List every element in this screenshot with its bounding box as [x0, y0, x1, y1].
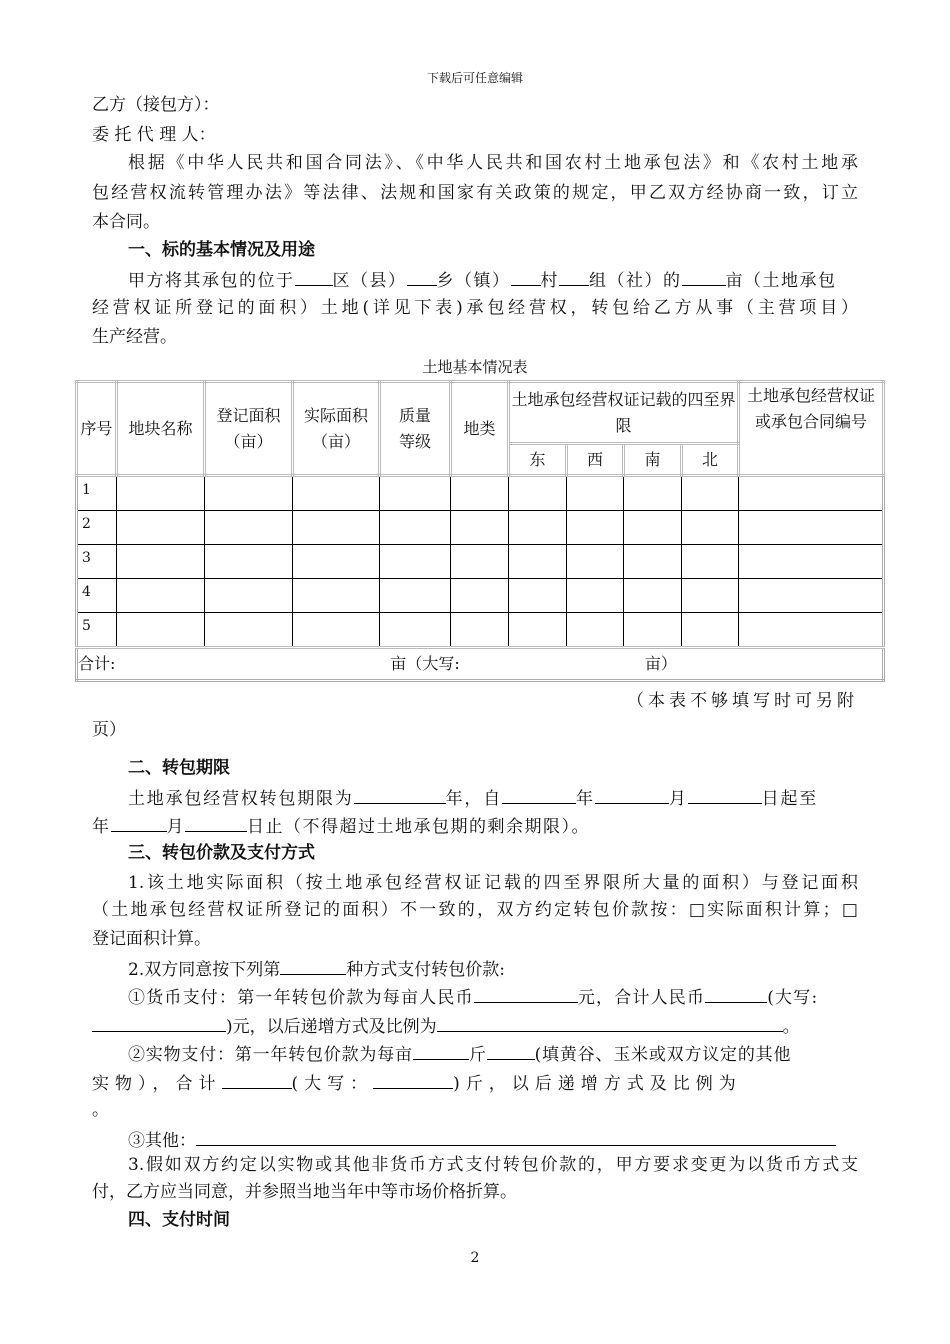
total-mu: 亩（大写:	[390, 654, 460, 673]
table-cell[interactable]	[682, 545, 739, 579]
end-month-blank[interactable]	[185, 813, 247, 832]
total-rmb-blank[interactable]	[705, 984, 767, 1003]
section3-p1-line2: （土地承包经营权证所登记的面积）不一致的，双方约定转包价款按：□实际面积计算；□	[92, 900, 858, 920]
section1-line2: 经营权证所登记的面积）土地(详见下表)承包经营权，转包给乙方从事（主营项目）	[92, 298, 858, 318]
table-cell[interactable]	[451, 476, 509, 511]
table-cell[interactable]	[739, 613, 884, 648]
money-line2	[92, 1013, 858, 1039]
text: ①货币支付：第一年转包价款为每亩人民币	[128, 988, 474, 1008]
table-cell[interactable]	[380, 476, 451, 511]
table-cell[interactable]	[117, 579, 205, 613]
table-cell[interactable]	[682, 476, 739, 511]
text: 组（社）的	[589, 271, 682, 291]
end-year-blank[interactable]	[111, 813, 167, 832]
table-cell[interactable]	[509, 613, 567, 648]
table-cell[interactable]	[624, 613, 682, 648]
section3-p2	[92, 956, 858, 982]
section2-line2	[92, 813, 858, 839]
table-cell[interactable]	[451, 545, 509, 579]
table-cell[interactable]	[624, 476, 682, 511]
header-north: 北	[682, 444, 739, 476]
table-cell[interactable]	[293, 545, 380, 579]
header-no: 序号	[77, 382, 117, 476]
district-blank[interactable]	[295, 267, 333, 286]
text: 乡（镇）	[436, 271, 511, 291]
row-number: 3	[77, 545, 117, 579]
text: )元，以后递增方式及比例为	[226, 1017, 437, 1037]
text: 亩（土地承包	[725, 271, 837, 291]
section1-heading: 一、标的基本情况及用途	[128, 240, 315, 260]
total-row	[77, 648, 884, 681]
other-line	[92, 1127, 858, 1153]
section3-p3-line1: 3.假如双方约定以实物或其他非货币方式支付转包价款的，甲方要求变更为以货币方式支	[128, 1155, 858, 1175]
header-act-area: 实际面积（亩）	[293, 382, 380, 476]
header-reg-area: 登记面积（亩）	[205, 382, 293, 476]
goods-line2	[92, 1070, 858, 1096]
text: 年	[576, 789, 595, 809]
header-cert: 土地承包经营权证或承包合同编号	[739, 382, 884, 476]
price-per-mu-blank[interactable]	[474, 984, 578, 1003]
para1-line3: 本合同。	[92, 212, 160, 232]
table-cell[interactable]	[739, 511, 884, 545]
page-number: 2	[470, 1250, 480, 1266]
table-note-cont: 页）	[92, 720, 126, 740]
goods-line1	[92, 1041, 858, 1067]
table-cell[interactable]	[567, 545, 624, 579]
table-cell[interactable]	[117, 476, 205, 511]
text: 月	[166, 817, 185, 837]
table-cell[interactable]	[739, 579, 884, 613]
text: 2.双方同意按下列第	[128, 960, 281, 980]
text: 区（县）	[332, 271, 407, 291]
term-years-blank[interactable]	[354, 785, 446, 804]
party-b-label: 乙方（接包方）：	[92, 95, 220, 115]
table-cell[interactable]	[509, 579, 567, 613]
table-cell[interactable]	[567, 476, 624, 511]
text: (大写:	[767, 988, 819, 1008]
table-cell[interactable]	[117, 511, 205, 545]
table-cell[interactable]	[682, 579, 739, 613]
text: )斤，以后递增方式及比例为	[453, 1074, 742, 1094]
header-quality: 质量等级	[380, 382, 451, 476]
table-cell[interactable]	[205, 613, 293, 648]
row-number: 5	[77, 613, 117, 648]
table-cell[interactable]	[567, 511, 624, 545]
total-jin-blank[interactable]	[222, 1070, 292, 1089]
table-cell[interactable]	[451, 579, 509, 613]
section3-p3-line2: 付，乙方应当同意，并参照当地当年中等市场价格折算。	[92, 1182, 517, 1202]
table-cell[interactable]	[205, 579, 293, 613]
text: 土地承包经营权转包期限为	[128, 789, 354, 809]
section2-heading: 二、转包期限	[128, 758, 230, 778]
section3-p1-line3: 登记面积计算。	[92, 929, 211, 949]
text: (大写：	[291, 1074, 374, 1094]
table-cell[interactable]	[624, 545, 682, 579]
table-cell[interactable]	[509, 511, 567, 545]
rmb-uppercase-blank[interactable]	[92, 1013, 226, 1032]
page-header: 下载后可任意编辑	[426, 71, 523, 85]
total-mu-uppercase: 亩）	[644, 654, 677, 673]
header-bounds: 土地承包经营权证记载的四至界限	[509, 382, 739, 444]
table-cell[interactable]	[567, 579, 624, 613]
text: 实物），合计	[92, 1074, 222, 1094]
table-cell[interactable]	[739, 545, 884, 579]
town-blank[interactable]	[407, 267, 437, 286]
group-blank[interactable]	[559, 267, 589, 286]
increase-ratio-blank[interactable]	[437, 1013, 783, 1032]
goods-line3: 。	[92, 1100, 109, 1120]
jin-per-mu-blank[interactable]	[413, 1041, 469, 1060]
text: ②实物支付：第一年转包价款为每亩	[128, 1045, 413, 1065]
table-title: 土地基本情况表	[422, 358, 528, 376]
text: 。	[782, 1017, 800, 1037]
start-month-blank[interactable]	[595, 785, 669, 804]
table-cell[interactable]	[293, 511, 380, 545]
table-cell[interactable]	[293, 613, 380, 648]
text: 年，自	[445, 789, 503, 809]
table-cell[interactable]	[380, 579, 451, 613]
method-blank[interactable]	[280, 956, 346, 975]
table-cell[interactable]	[205, 476, 293, 511]
section4-heading: 四、支付时间	[128, 1210, 230, 1230]
section2-line1	[92, 785, 858, 811]
text: 月	[668, 789, 688, 809]
table-cell[interactable]	[624, 579, 682, 613]
table-cell[interactable]	[380, 511, 451, 545]
table-cell[interactable]	[117, 545, 205, 579]
text: 种方式支付转包价款:	[346, 960, 505, 980]
text: 甲方将其承包的位于	[128, 271, 295, 291]
table-cell[interactable]	[380, 613, 451, 648]
header-west: 西	[567, 444, 624, 476]
header-east: 东	[509, 444, 567, 476]
start-year-blank[interactable]	[502, 785, 576, 804]
section1-line1	[92, 267, 858, 293]
table-row	[77, 545, 884, 579]
land-info-table	[75, 380, 885, 682]
header-name: 地块名称	[117, 382, 205, 476]
text: ③其他：	[128, 1131, 196, 1151]
table-cell[interactable]	[682, 511, 739, 545]
village-blank[interactable]	[511, 267, 541, 286]
table-row	[77, 579, 884, 613]
text: 日止（不得超过土地承包期的剩余期限）。	[247, 817, 590, 837]
section3-p1-line1: 1.该土地实际面积（按土地承包经营权证记载的四至界限所大量的面积）与登记面积	[128, 873, 858, 893]
table-cell[interactable]	[451, 511, 509, 545]
text: 年	[92, 817, 111, 837]
table-cell[interactable]	[205, 545, 293, 579]
text: (填黄谷、玉米或双方议定的其他	[534, 1045, 792, 1065]
row-number: 4	[77, 579, 117, 613]
start-day-blank[interactable]	[688, 785, 762, 804]
para1-line1: 根据《中华人民共和国合同法》、《中华人民共和国农村土地承包法》和《农村土地承	[128, 153, 858, 173]
table-row	[77, 511, 884, 545]
goods-type-blank[interactable]	[487, 1041, 535, 1060]
table-note: （本表不够填写时可另附	[627, 691, 858, 711]
section3-heading: 三、转包价款及支付方式	[128, 843, 315, 863]
table-cell[interactable]	[117, 613, 205, 648]
row-number: 1	[77, 476, 117, 511]
table-cell[interactable]	[682, 613, 739, 648]
table-cell[interactable]	[380, 545, 451, 579]
table-cell[interactable]	[509, 476, 567, 511]
text: 村	[540, 271, 559, 291]
table-cell[interactable]	[567, 613, 624, 648]
total-label: 合计:	[78, 654, 116, 673]
text: 日起至	[761, 789, 819, 809]
table-row	[77, 476, 884, 511]
row-number: 2	[77, 511, 117, 545]
text: 元，合计人民币	[577, 988, 706, 1008]
jin-uppercase-blank[interactable]	[373, 1070, 453, 1089]
other-blank[interactable]	[196, 1127, 836, 1146]
section1-line3: 生产经营。	[92, 327, 177, 347]
header-south: 南	[624, 444, 682, 476]
table-cell[interactable]	[451, 613, 509, 648]
agent-label: 委 托 代 理 人：	[92, 125, 216, 145]
text: 斤	[468, 1045, 487, 1065]
area-blank[interactable]	[682, 267, 726, 286]
table-cell[interactable]	[624, 511, 682, 545]
money-line1	[92, 984, 858, 1010]
table-row	[77, 613, 884, 648]
header-type: 地类	[451, 382, 509, 476]
table-cell[interactable]	[293, 476, 380, 511]
table-cell[interactable]	[739, 476, 884, 511]
table-cell[interactable]	[293, 579, 380, 613]
table-cell[interactable]	[509, 545, 567, 579]
para1-line2: 包经营权流转管理办法》等法律、法规和国家有关政策的规定，甲乙双方经协商一致，订立	[92, 183, 858, 203]
table-cell[interactable]	[205, 511, 293, 545]
